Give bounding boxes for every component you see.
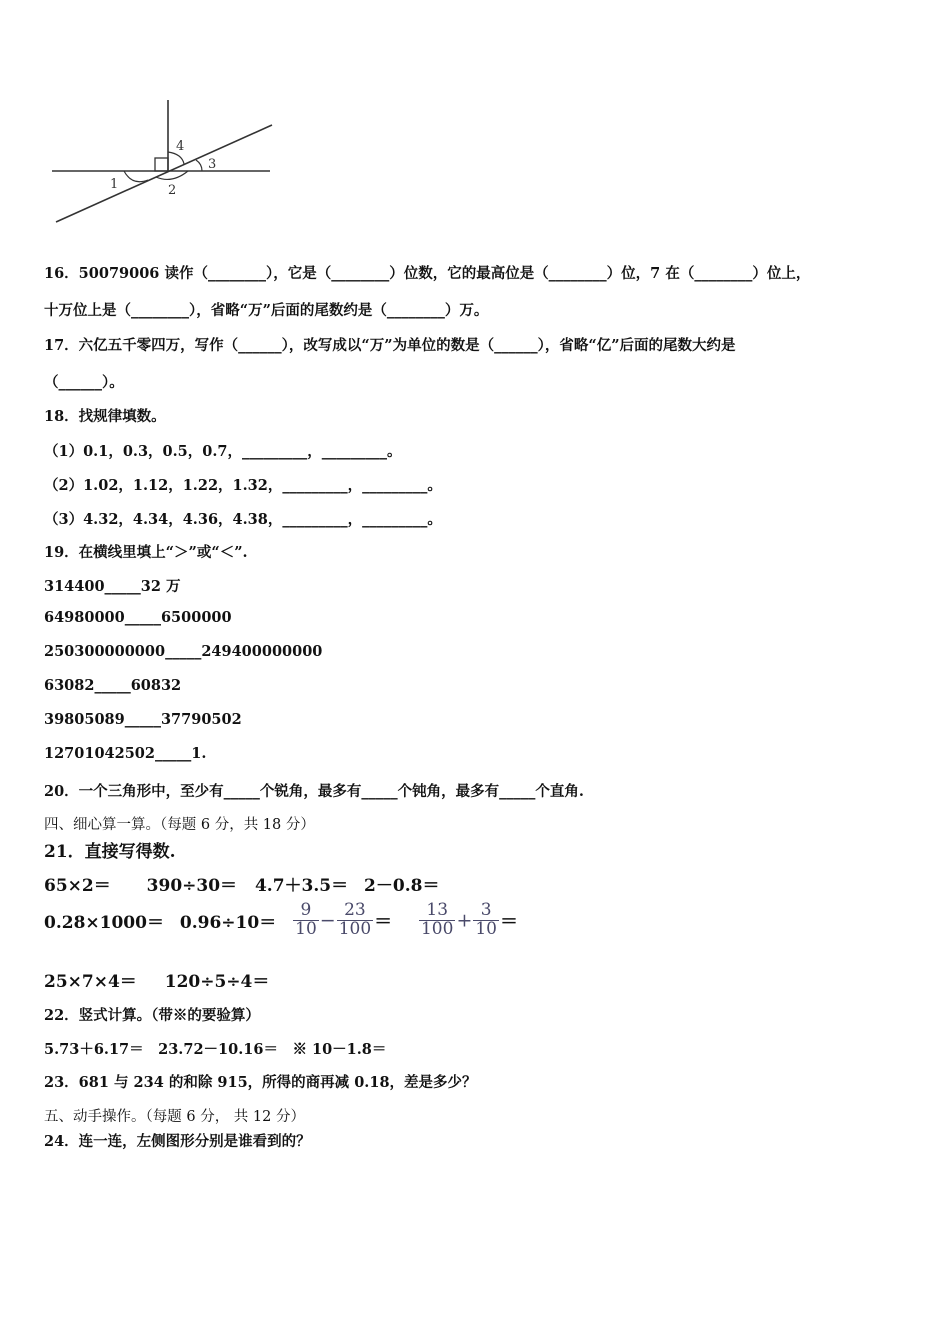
q21-expr-7: 25×7×4＝ bbox=[44, 972, 137, 992]
q23: 23．681 与 234 的和除 915，所得的商再减 0.18，差是多少？ bbox=[44, 1074, 477, 1091]
fraction-3-10: $\frac{3}{10}$ bbox=[475, 900, 497, 939]
q24: 24．连一连，左侧图形分别是谁看到的？ bbox=[44, 1133, 311, 1150]
q19-item-2: 64980000_____6500000 bbox=[44, 609, 232, 626]
q21-expr-6: 0.96÷10＝ bbox=[179, 912, 277, 933]
right-angle-mark bbox=[155, 158, 168, 171]
angle-label-2: 2 bbox=[168, 183, 177, 198]
q18-item-1: （1）0.1，0.3，0.5，0.7，_________，_________。 bbox=[44, 443, 402, 460]
q20: 20．一个三角形中，至少有_____个锐角，最多有_____个钝角，最多有_____个直角. bbox=[44, 783, 584, 800]
slanted-line bbox=[56, 125, 272, 222]
q16-line2: 十万位上是（________），省略“万”后面的尾数约是（________）万。 bbox=[44, 302, 489, 319]
q16-line1: 16．50079006 读作（________），它是（________）位数，它的最高位是（________）位，7 在（________）位上， bbox=[44, 265, 811, 282]
minus-sign: − bbox=[319, 909, 336, 932]
angle-arc-1 bbox=[124, 171, 148, 182]
q19-title: 19．在横线里填上“＞”或“＜”. bbox=[44, 544, 248, 561]
q21-expr-4: 2－0.8＝ bbox=[364, 876, 440, 896]
q18-title: 18．找规律填数。 bbox=[44, 408, 166, 425]
q19-item-1: 314400_____32 万 bbox=[44, 578, 181, 595]
fraction-23-100: $\frac{23}{100}$ bbox=[338, 900, 372, 939]
q17-line1: 17．六亿五千零四万，写作（______），改写成以“万”为单位的数是（______），省略“亿”后面的尾数大约是 bbox=[44, 337, 736, 354]
q21-expr-2: 390÷30＝ bbox=[146, 876, 238, 896]
fraction-9-10: $\frac{9}{10}$ bbox=[295, 900, 317, 939]
q19-item-4: 63082_____60832 bbox=[44, 677, 182, 694]
q21-expr-8: 120÷5÷4＝ bbox=[164, 972, 270, 992]
angle-label-4: 4 bbox=[176, 139, 185, 154]
equals-sign-2: ＝ bbox=[500, 911, 518, 933]
plus-sign: + bbox=[456, 909, 473, 932]
equals-sign-1: ＝ bbox=[374, 911, 393, 933]
angle-diagram bbox=[44, 94, 284, 228]
q22-title: 22．竖式计算。（带※的要验算） bbox=[44, 1007, 260, 1024]
section-5-heading: 五、动手操作。（每题 6 分， 共 12 分） bbox=[44, 1109, 305, 1125]
q21-expr-5: 0.28×1000＝ bbox=[44, 912, 164, 933]
q19-item-5: 39805089_____37790502 bbox=[44, 711, 242, 728]
q19-item-3: 250300000000_____249400000000 bbox=[44, 643, 323, 660]
q17-line2: （______）。 bbox=[44, 374, 124, 391]
q21-expr-1: 65×2＝ bbox=[44, 876, 111, 896]
section-4-heading: 四、细心算一算。（每题 6 分，共 18 分） bbox=[44, 817, 315, 833]
q21-row3 bbox=[44, 967, 269, 992]
q21-title: 21．直接写得数. bbox=[44, 842, 176, 862]
q21-expr-3: 4.7＋3.5＝ bbox=[254, 876, 349, 896]
angle-label-3: 3 bbox=[208, 157, 217, 172]
q22-exprs: 5.73＋6.17＝ 23.72－10.16＝ ※ 10－1.8＝ bbox=[44, 1041, 387, 1058]
angle-arc-3 bbox=[196, 160, 202, 171]
q18-item-2: （2）1.02，1.12，1.22，1.32，_________，_________。 bbox=[44, 477, 442, 494]
angle-label-1: 1 bbox=[110, 177, 119, 192]
q21-row2 bbox=[44, 902, 518, 939]
q19-item-6: 12701042502_____1. bbox=[44, 745, 207, 762]
q21-row1 bbox=[44, 871, 439, 896]
fraction-13-100: $\frac{13}{100}$ bbox=[420, 900, 454, 939]
q18-item-3: （3）4.32，4.34，4.36，4.38，_________，_________。 bbox=[44, 511, 442, 528]
